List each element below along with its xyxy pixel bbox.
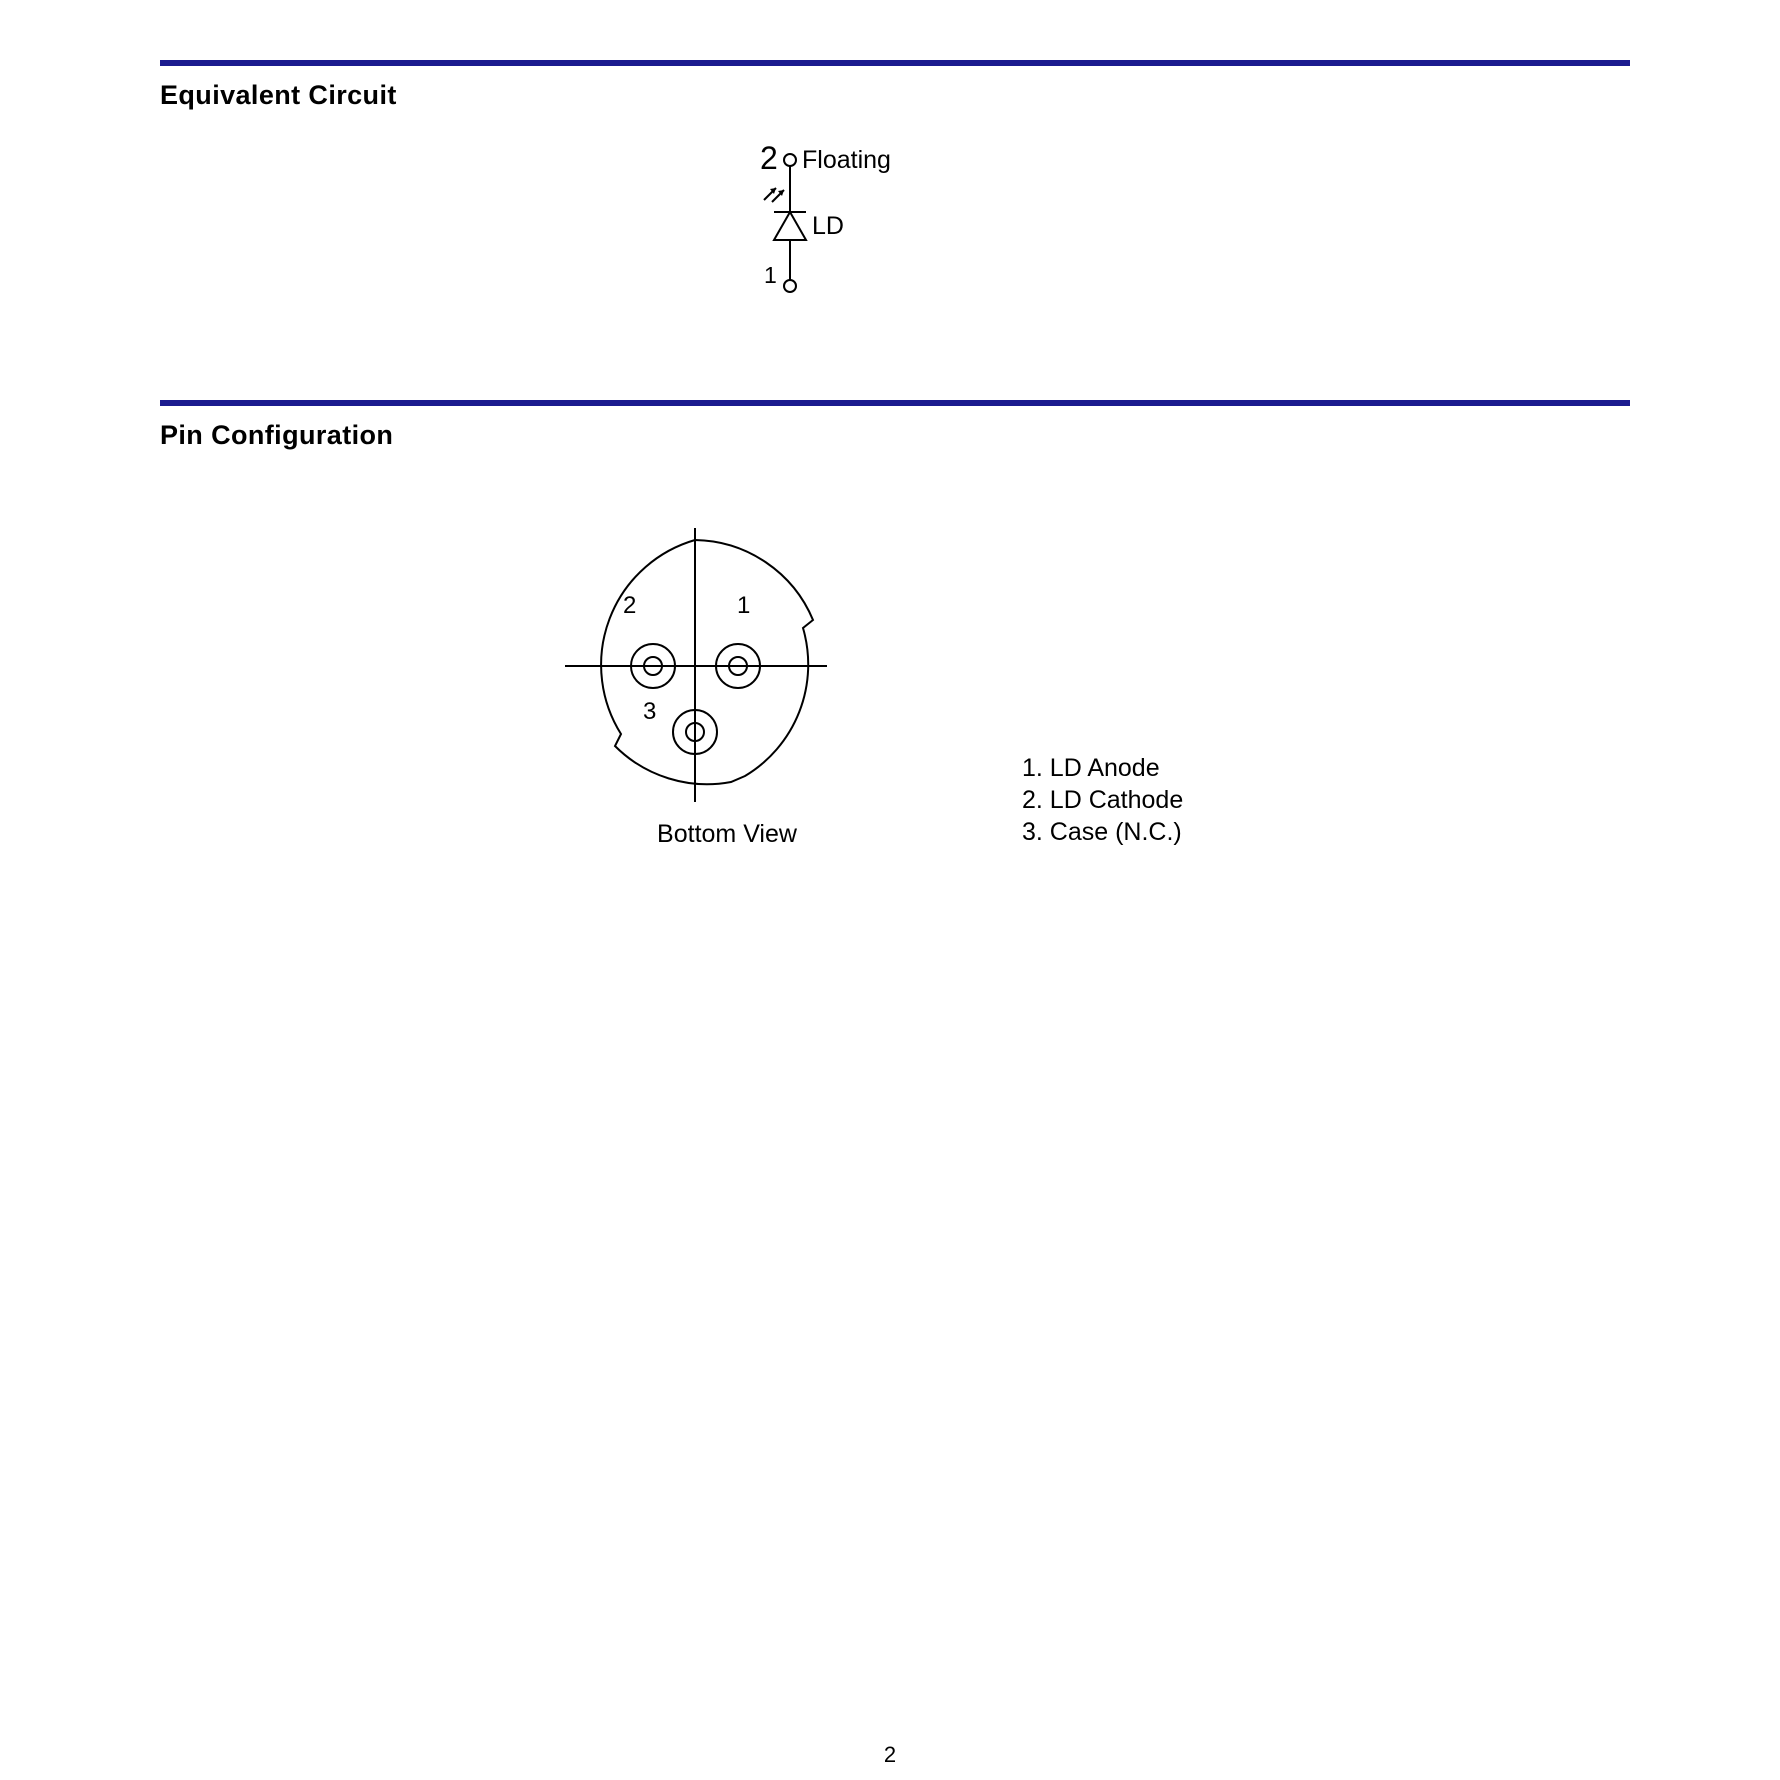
page-number: 2 <box>883 1742 897 1767</box>
equivalent-circuit-pin2-number: 2 <box>760 140 778 176</box>
section-pin-configuration <box>160 400 1630 451</box>
pin-legend-item: 2. LD Cathode <box>1022 786 1184 814</box>
pin-configuration-diagram <box>545 520 885 820</box>
section-equivalent-circuit <box>160 60 1630 111</box>
pin-legend <box>1022 752 1183 848</box>
section-divider-rule <box>160 60 1630 66</box>
pin-marker-2: 2 <box>623 592 637 619</box>
pin-legend-item: 3. Case (N.C.) <box>1022 818 1182 846</box>
equivalent-circuit-pin1-number: 1 <box>764 262 777 288</box>
equivalent-circuit-diagram <box>760 140 1060 340</box>
equivalent-circuit-floating-label: Floating <box>802 146 891 174</box>
bottom-view-label: Bottom View <box>657 820 797 848</box>
pin-legend-item: 1. LD Anode <box>1022 754 1160 782</box>
equivalent-circuit-ld-label: LD <box>812 212 844 240</box>
section-divider-rule <box>160 400 1630 406</box>
pin-configuration-svg <box>545 520 885 820</box>
section-title-equivalent-circuit: Equivalent Circuit <box>160 80 397 110</box>
pin-marker-1: 1 <box>737 592 751 619</box>
pin-marker-3: 3 <box>643 698 657 725</box>
section-title-pin-configuration: Pin Configuration <box>160 420 394 450</box>
